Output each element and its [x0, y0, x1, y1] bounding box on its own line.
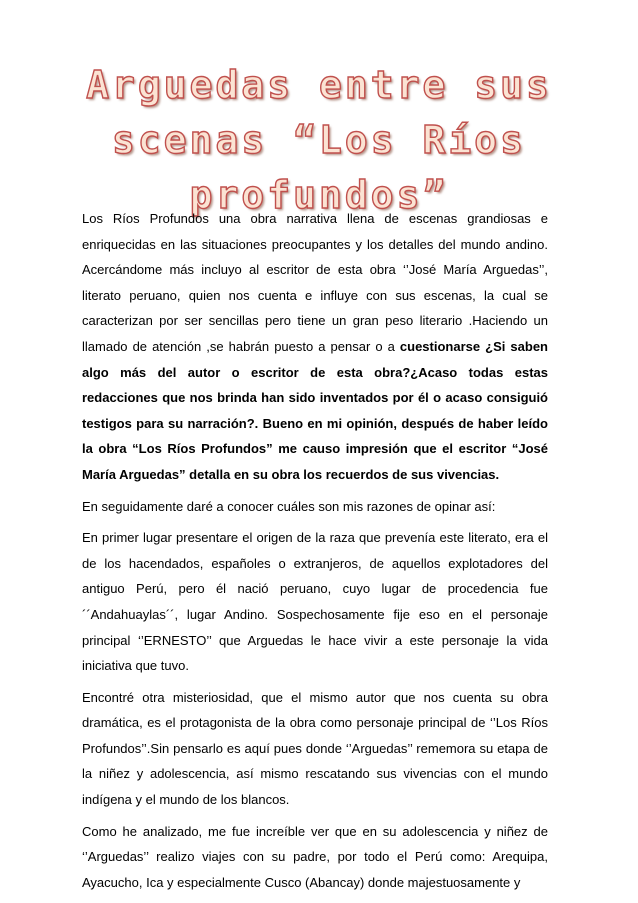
- title-line-3: profundos”: [189, 173, 449, 217]
- paragraph-intro-bold: cuestionarse ¿Si saben algo más del autor o escritor de esta obra?¿Acaso todas estas redacciones que nos brinda han sido inventados por él o acaso consiguió testigos para su narración?. Bueno en mi opinión, después de haber leído la obra “Los Ríos Profundos” me causo impresión que el escritor “José María Arguedas” detalla en su obra los recuerdos de sus vivencias.: [82, 338, 548, 482]
- document-body: [82, 206, 548, 901]
- paragraph-intro-text: Los Ríos Profundos una obra narrativa llena de escenas grandiosas e enriquecidas en las situaciones preocupantes y los detalles del mundo andino. Acercándome más incluyo al escritor de esta obra ‘’José María Arguedas’’, literato peruano, quien nos cuenta e influye con sus escenas, la cual se caracterizan por ser sencillas pero tiene un gran peso literario .Haciendo un llamado de atención ,se habrán puesto a pensar o a: [82, 211, 548, 354]
- title-line-2: scenas “Los Ríos: [111, 118, 527, 162]
- paragraph-protagonist: Encontré otra misteriosidad, que el mismo autor que nos cuenta su obra dramática, es el protagonista de la obra como personaje principal de ‘’Los Ríos Profundos’’.Sin pensarlo es aquí pues donde ‘’Arguedas’’ rememora su etapa de la niñez y adolescencia, así mismo rescatando sus vivencias con el mundo indígena y el mundo de los blancos.: [82, 689, 548, 808]
- paragraph-transition: En seguidamente daré a conocer cuáles son mis razones de opinar así:: [82, 498, 496, 514]
- paragraph-travels: Como he analizado, me fue increíble ver que en su adolescencia y niñez de ‘’Arguedas’’ realizo viajes con su padre, por todo el Perú como: Arequipa, Ayacucho, Ica y especialmente Cusco (Abancay) donde majestuosamente y: [82, 823, 548, 890]
- document-title: [60, 58, 578, 223]
- paragraph-intro: [82, 206, 548, 488]
- paragraph-origin: En primer lugar presentare el origen de la raza que prevenía este literato, era el de los hacendados, españoles o extranjeros, de aquellos explotadores del antiguo Perú, pero él nació peruano, cuyo lugar de procedencia fue ´´Andahuaylas´´, lugar Andino. Sospechosamente fije eso en el personaje principal ‘’ERNESTO’’ que Arguedas le hace vivir a este personaje la vida iniciativa que tuvo.: [82, 530, 548, 674]
- title-line-1: Arguedas entre sus: [86, 63, 552, 107]
